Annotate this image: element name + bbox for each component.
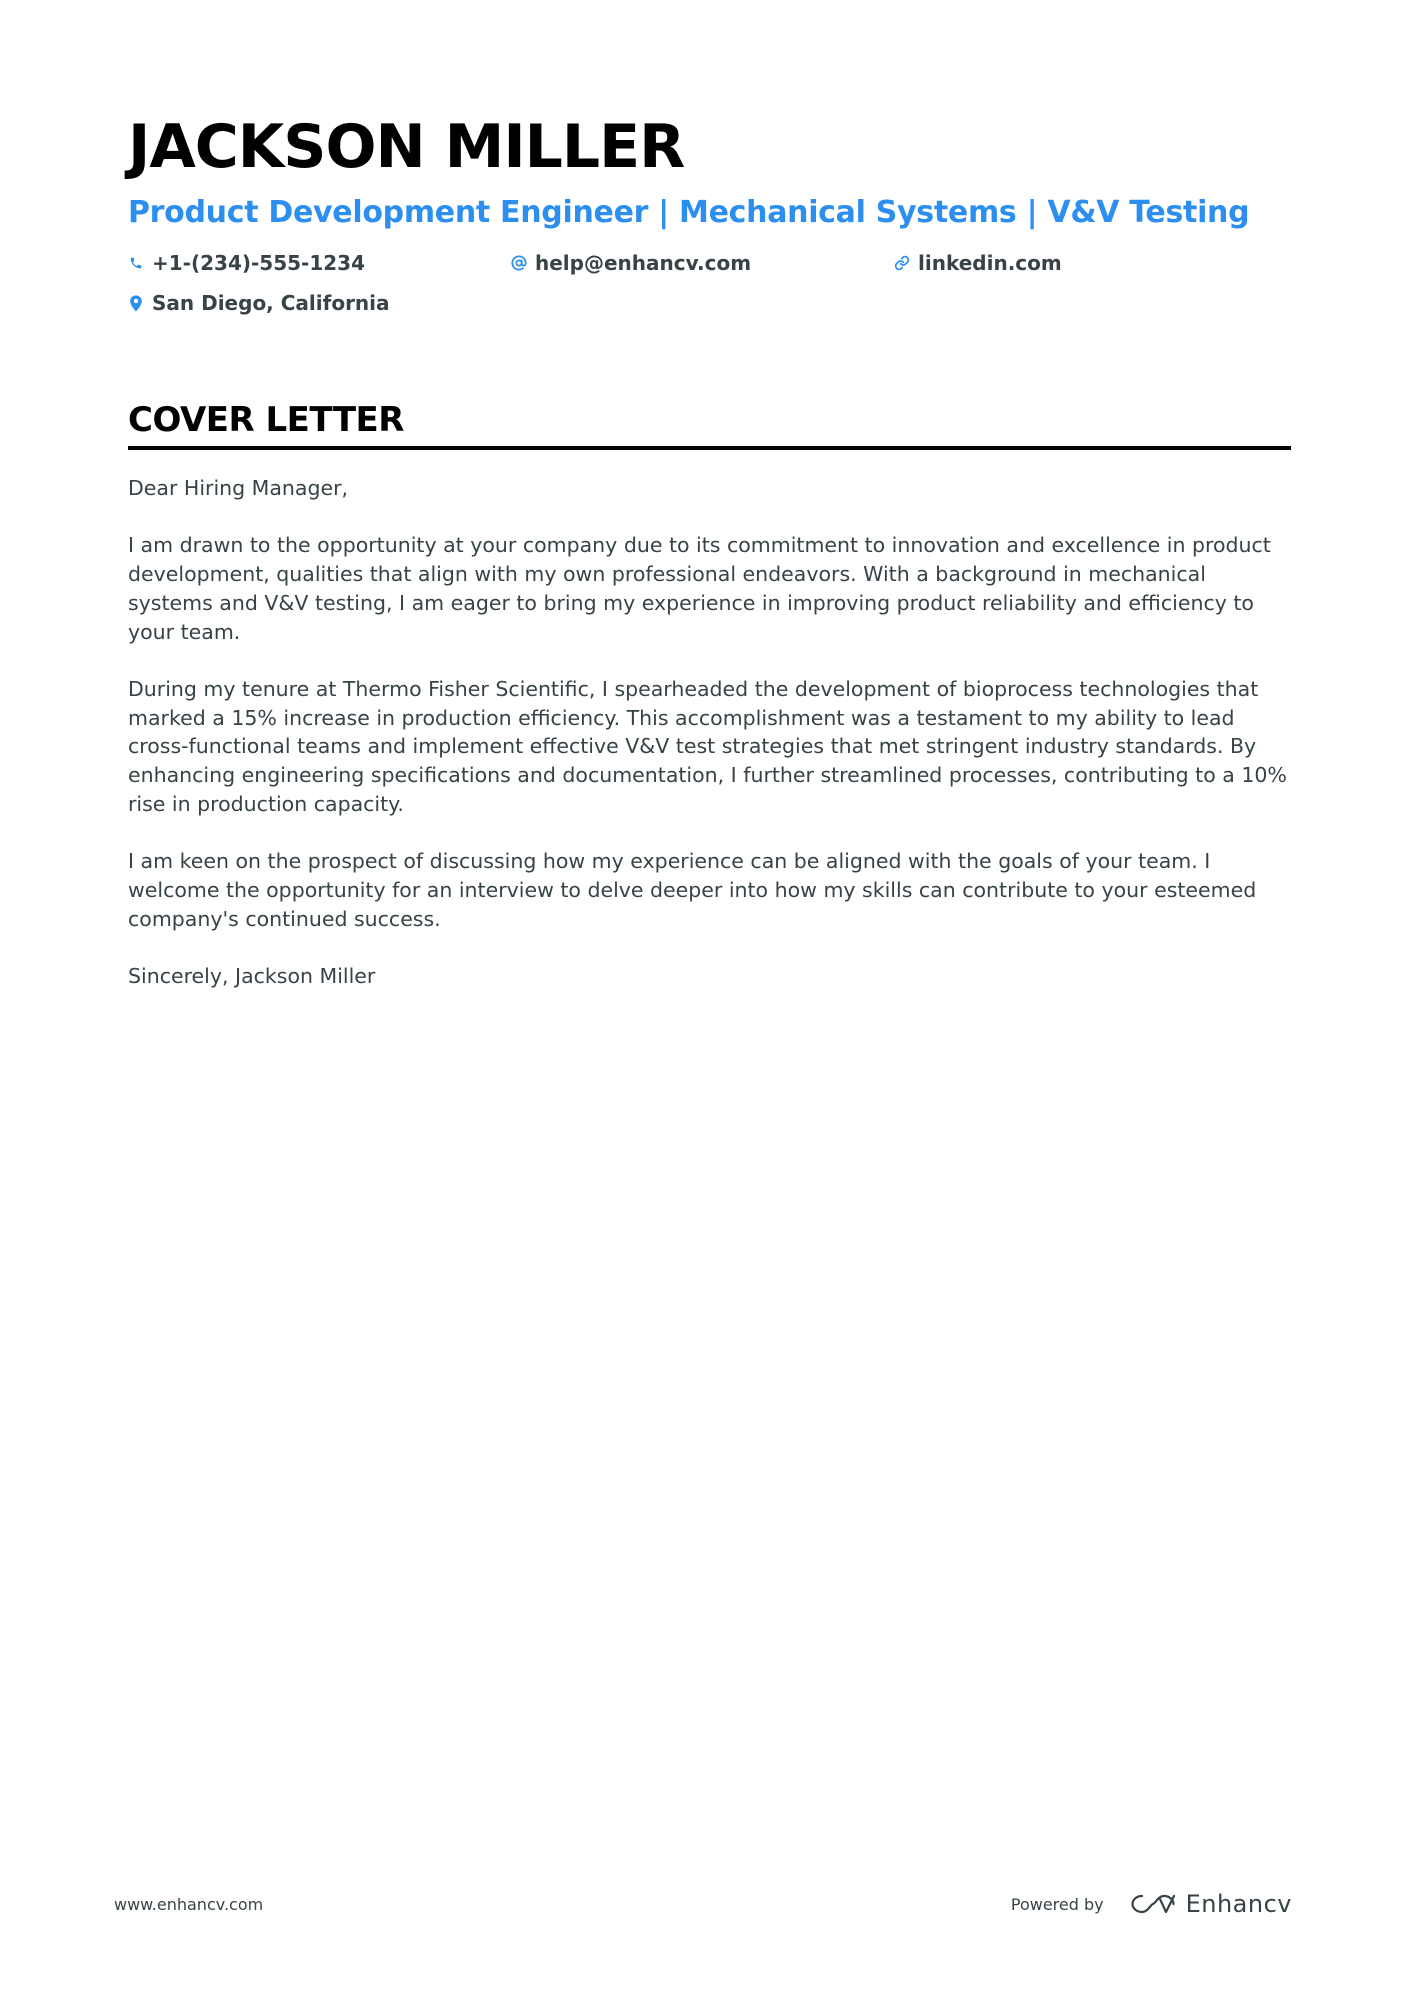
powered-by-label: Powered by	[1010, 1894, 1104, 1914]
letter-paragraph: I am keen on the prospect of discussing how my experience can be aligned with the goals of your team. I welcome the opportunity for an interview to delve deeper into how my skills can contribute to your esteemed company's continued success.	[128, 849, 1257, 931]
letter-salutation: Dear Hiring Manager,	[128, 476, 349, 500]
contact-info	[128, 248, 1291, 318]
footer-website[interactable]: www.enhancv.com	[114, 1895, 264, 1914]
footer-branding	[1011, 1880, 1292, 1928]
map-pin-icon	[128, 294, 144, 312]
contact-phone	[128, 248, 511, 278]
letter-paragraph: I am drawn to the opportunity at your company due to its commitment to innovation and excellence in product development, qualities that align with my own professional endeavors. With a background in mechanical systems and V&V testing, I am eager to bring my experience in improving product reliability and efficiency to your team.	[128, 533, 1271, 644]
at-icon	[511, 254, 527, 272]
link-icon	[894, 254, 910, 272]
letter-paragraph: During my tenure at Thermo Fisher Scientific, I spearheaded the development of bioprocess technologies that marked a 15% increase in production efficiency. This accomplishment was a testament to my ability to lead cross-functional teams and implement effective V&V test strategies that met stringent industry standards. By enhancing engineering specifications and documentation, I further streamlined processes, contributing to a 10% rise in production capacity.	[128, 676, 1287, 816]
brand-name: Enhancv	[1185, 1890, 1292, 1918]
contact-email[interactable]	[511, 248, 894, 278]
contact-website[interactable]	[894, 248, 1291, 278]
letter-closing: Sincerely, Jackson Miller	[128, 963, 376, 988]
phone-icon	[128, 254, 144, 272]
phone-text: +1-(234)-555-1234	[152, 251, 366, 275]
enhancv-logo-icon	[1130, 1893, 1176, 1915]
section-title-cover-letter: COVER LETTER	[128, 398, 1291, 450]
cover-letter-body	[128, 474, 1291, 991]
contact-location	[128, 288, 511, 318]
website-text[interactable]: linkedin.com	[918, 251, 1062, 275]
candidate-headline: Product Development Engineer | Mechanical Systems | V&V Testing	[128, 195, 1250, 230]
candidate-name: JACKSON MILLER	[128, 112, 685, 182]
location-text: San Diego, California	[152, 291, 390, 315]
email-text[interactable]: help@enhancv.com	[535, 251, 752, 275]
resume-page	[128, 106, 1291, 1019]
